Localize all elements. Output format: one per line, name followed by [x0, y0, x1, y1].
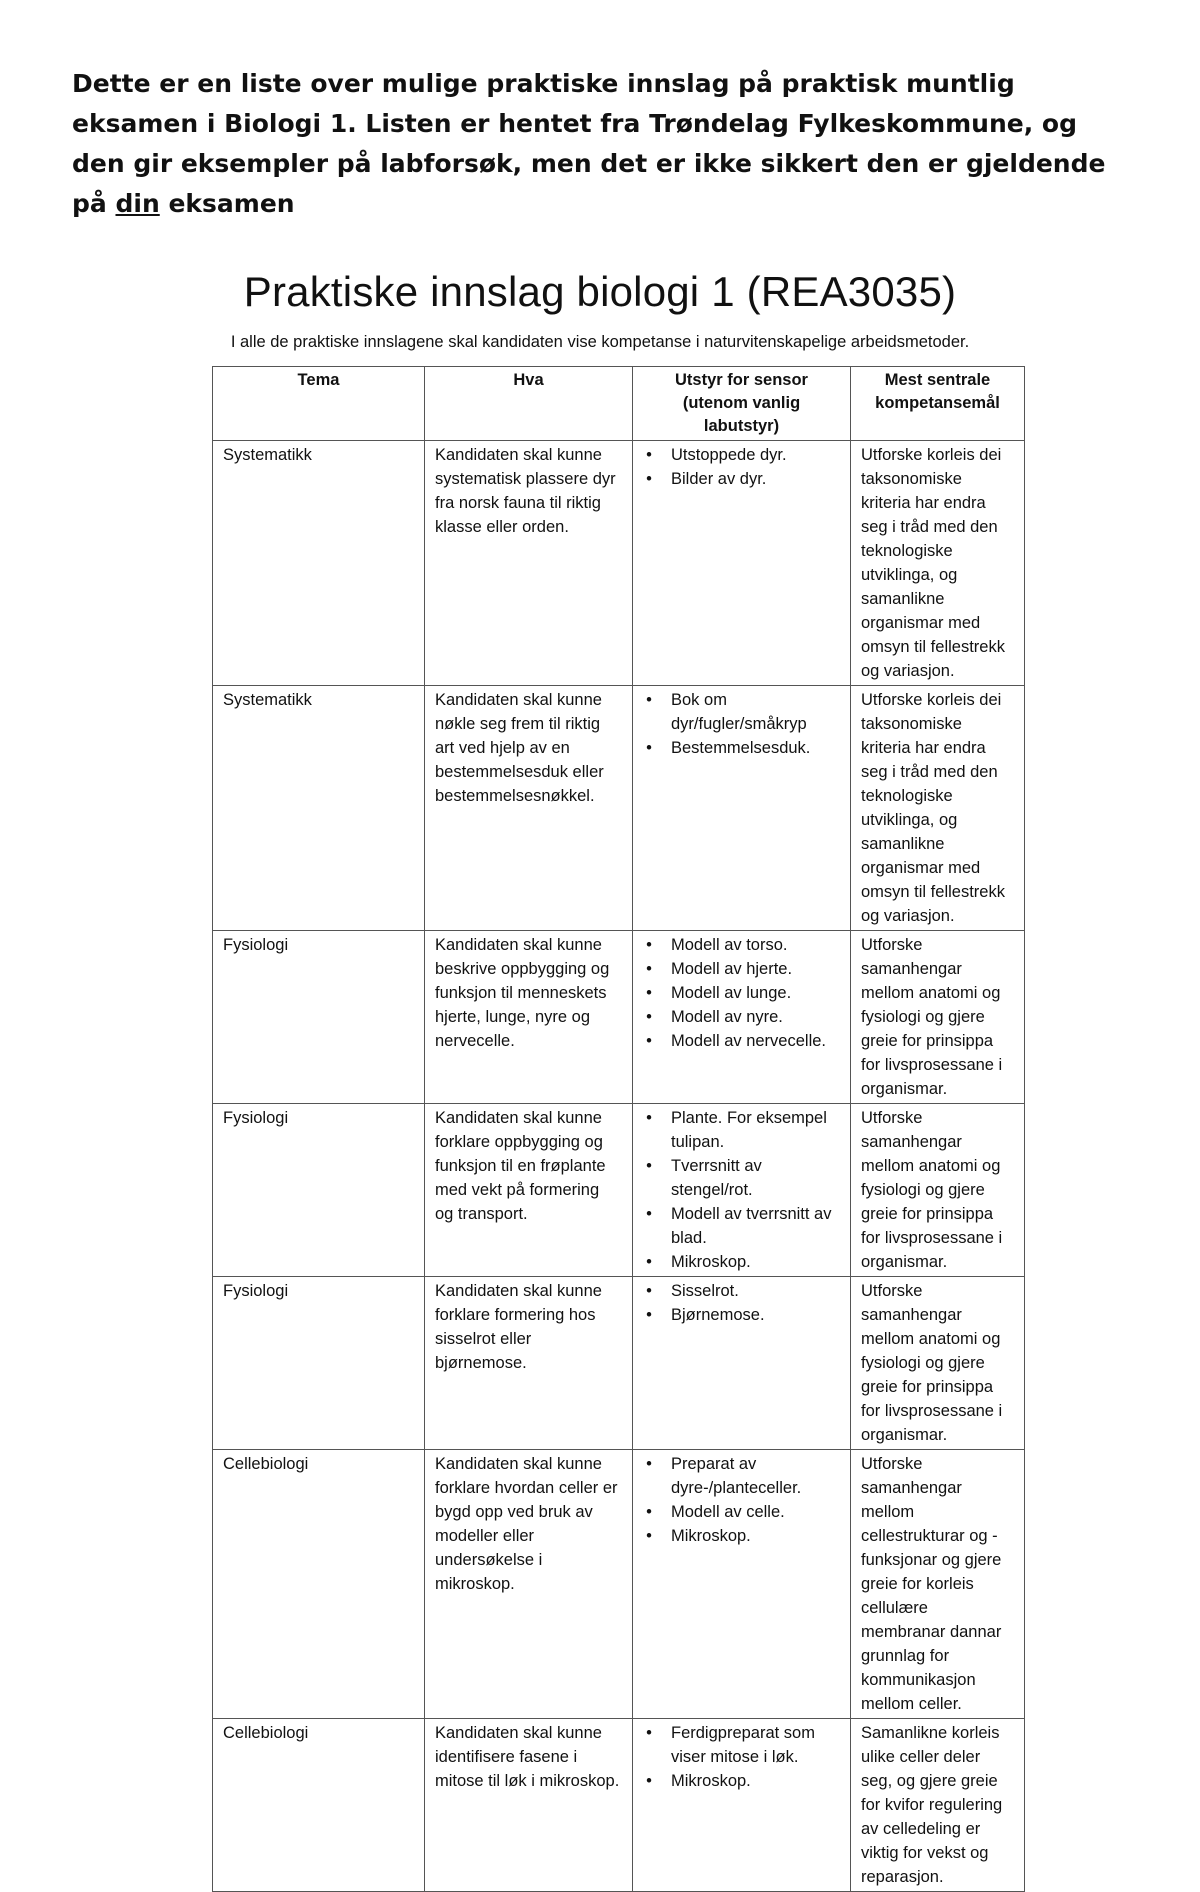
cell-hva: Kandidaten skal kunne forklare formering hos sisselrot eller bjørnemose. — [425, 1277, 633, 1450]
cell-kompetanse: Utforske samanhengar mellom anatomi og fysiologi og gjere greie for prinsippa for livsprosessane i organismar. — [851, 1277, 1025, 1450]
cell-tema: Fysiologi — [213, 1104, 425, 1277]
equipment-item: • Bilder av dyr. — [671, 467, 840, 491]
equipment-item: • Modell av hjerte. — [671, 957, 840, 981]
cell-utstyr — [633, 931, 851, 1104]
equipment-item: • Modell av nyre. — [671, 1005, 840, 1029]
intro-underlined-word: din — [115, 189, 160, 218]
header-hva: Hva — [425, 367, 633, 441]
table-row — [213, 686, 1025, 931]
intro-text-end: eksamen — [159, 189, 295, 218]
equipment-item: • Tverrsnitt av stengel/rot. — [671, 1154, 840, 1202]
equipment-item: • Modell av tverrsnitt av blad. — [671, 1202, 840, 1250]
practical-topics-table — [212, 366, 1025, 1892]
equipment-item: • Modell av torso. — [671, 933, 840, 957]
table-row — [213, 931, 1025, 1104]
equipment-item: • Ferdigpreparat som viser mitose i løk. — [671, 1721, 840, 1769]
cell-kompetanse: Utforske samanhengar mellom anatomi og fysiologi og gjere greie for prinsippa for livsprosessane i organismar. — [851, 1104, 1025, 1277]
cell-kompetanse: Utforske korleis dei taksonomiske kriteria har endra seg i tråd med den teknologiske utviklinga, og samanlikne organismar med omsyn til fellestrekk og variasjon. — [851, 686, 1025, 931]
intro-text: Dette er en liste over mulige praktiske innslag på praktisk muntlig eksamen i Biologi 1. Listen er hentet fra Trøndelag Fylkeskommune, og den gir eksempler på labforsøk, men det er ikke sikkert den er gjeldende på — [72, 69, 1106, 218]
table-header-row — [213, 367, 1025, 441]
document-subtitle: I alle de praktiske innslagene skal kandidaten vise kompetanse i naturvitenskapelige arbeidsmetoder. — [230, 333, 970, 351]
equipment-item: • Modell av lunge. — [671, 981, 840, 1005]
table-row — [213, 441, 1025, 686]
cell-utstyr — [633, 1450, 851, 1719]
document-title: Praktiske innslag biologi 1 (REA3035) — [243, 268, 957, 315]
cell-utstyr — [633, 1719, 851, 1892]
equipment-item: • Bjørnemose. — [671, 1303, 840, 1327]
header-tema: Tema — [213, 367, 425, 441]
cell-tema: Fysiologi — [213, 931, 425, 1104]
cell-utstyr — [633, 1104, 851, 1277]
equipment-item: • Bestemmelsesduk. — [671, 736, 840, 760]
equipment-item: • Plante. For eksempel tulipan. — [671, 1106, 840, 1154]
intro-paragraph — [72, 64, 1112, 224]
header-kompetanse: Mest sentrale kompetansemål — [851, 367, 1025, 441]
cell-hva: Kandidaten skal kunne nøkle seg frem til riktig art ved hjelp av en bestemmelsesduk eller bestemmelsesnøkkel. — [425, 686, 633, 931]
table-row — [213, 1450, 1025, 1719]
cell-hva: Kandidaten skal kunne forklare hvordan celler er bygd opp ved bruk av modeller eller undersøkelse i mikroskop. — [425, 1450, 633, 1719]
cell-hva: Kandidaten skal kunne identifisere fasene i mitose til løk i mikroskop. — [425, 1719, 633, 1892]
equipment-item: • Modell av nervecelle. — [671, 1029, 840, 1053]
cell-kompetanse: Utforske korleis dei taksonomiske kriteria har endra seg i tråd med den teknologiske utviklinga, og samanlikne organismar med omsyn til fellestrekk og variasjon. — [851, 441, 1025, 686]
equipment-item: • Utstoppede dyr. — [671, 443, 840, 467]
table-row — [213, 1719, 1025, 1892]
table-row — [213, 1104, 1025, 1277]
equipment-item: • Modell av celle. — [671, 1500, 840, 1524]
table-row — [213, 1277, 1025, 1450]
cell-kompetanse: Utforske samanhengar mellom cellestrukturar og -funksjonar og gjere greie for korleis cellulære membranar dannar grunnlag for kommunikasjon mellom celler. — [851, 1450, 1025, 1719]
cell-tema: Systematikk — [213, 441, 425, 686]
cell-tema: Cellebiologi — [213, 1719, 425, 1892]
cell-hva: Kandidaten skal kunne systematisk plassere dyr fra norsk fauna til riktig klasse eller orden. — [425, 441, 633, 686]
cell-utstyr — [633, 441, 851, 686]
cell-kompetanse: Samanlikne korleis ulike celler deler seg, og gjere greie for kvifor regulering av celledeling er viktig for vekst og reparasjon. — [851, 1719, 1025, 1892]
cell-tema: Fysiologi — [213, 1277, 425, 1450]
header-utstyr: Utstyr for sensor (utenom vanlig labutstyr) — [633, 367, 851, 441]
cell-hva: Kandidaten skal kunne beskrive oppbygging og funksjon til menneskets hjerte, lunge, nyre og nervecelle. — [425, 931, 633, 1104]
equipment-item: • Mikroskop. — [671, 1524, 840, 1548]
cell-tema: Systematikk — [213, 686, 425, 931]
equipment-item: • Sisselrot. — [671, 1279, 840, 1303]
equipment-item: • Mikroskop. — [671, 1769, 840, 1793]
cell-utstyr — [633, 686, 851, 931]
equipment-item: • Preparat av dyre-/planteceller. — [671, 1452, 840, 1500]
cell-utstyr — [633, 1277, 851, 1450]
cell-hva: Kandidaten skal kunne forklare oppbygging og funksjon til en frøplante med vekt på formering og transport. — [425, 1104, 633, 1277]
equipment-item: • Bok om dyr/fugler/småkryp — [671, 688, 840, 736]
cell-tema: Cellebiologi — [213, 1450, 425, 1719]
cell-kompetanse: Utforske samanhengar mellom anatomi og fysiologi og gjere greie for prinsippa for livsprosessane i organismar. — [851, 931, 1025, 1104]
equipment-item: • Mikroskop. — [671, 1250, 840, 1274]
